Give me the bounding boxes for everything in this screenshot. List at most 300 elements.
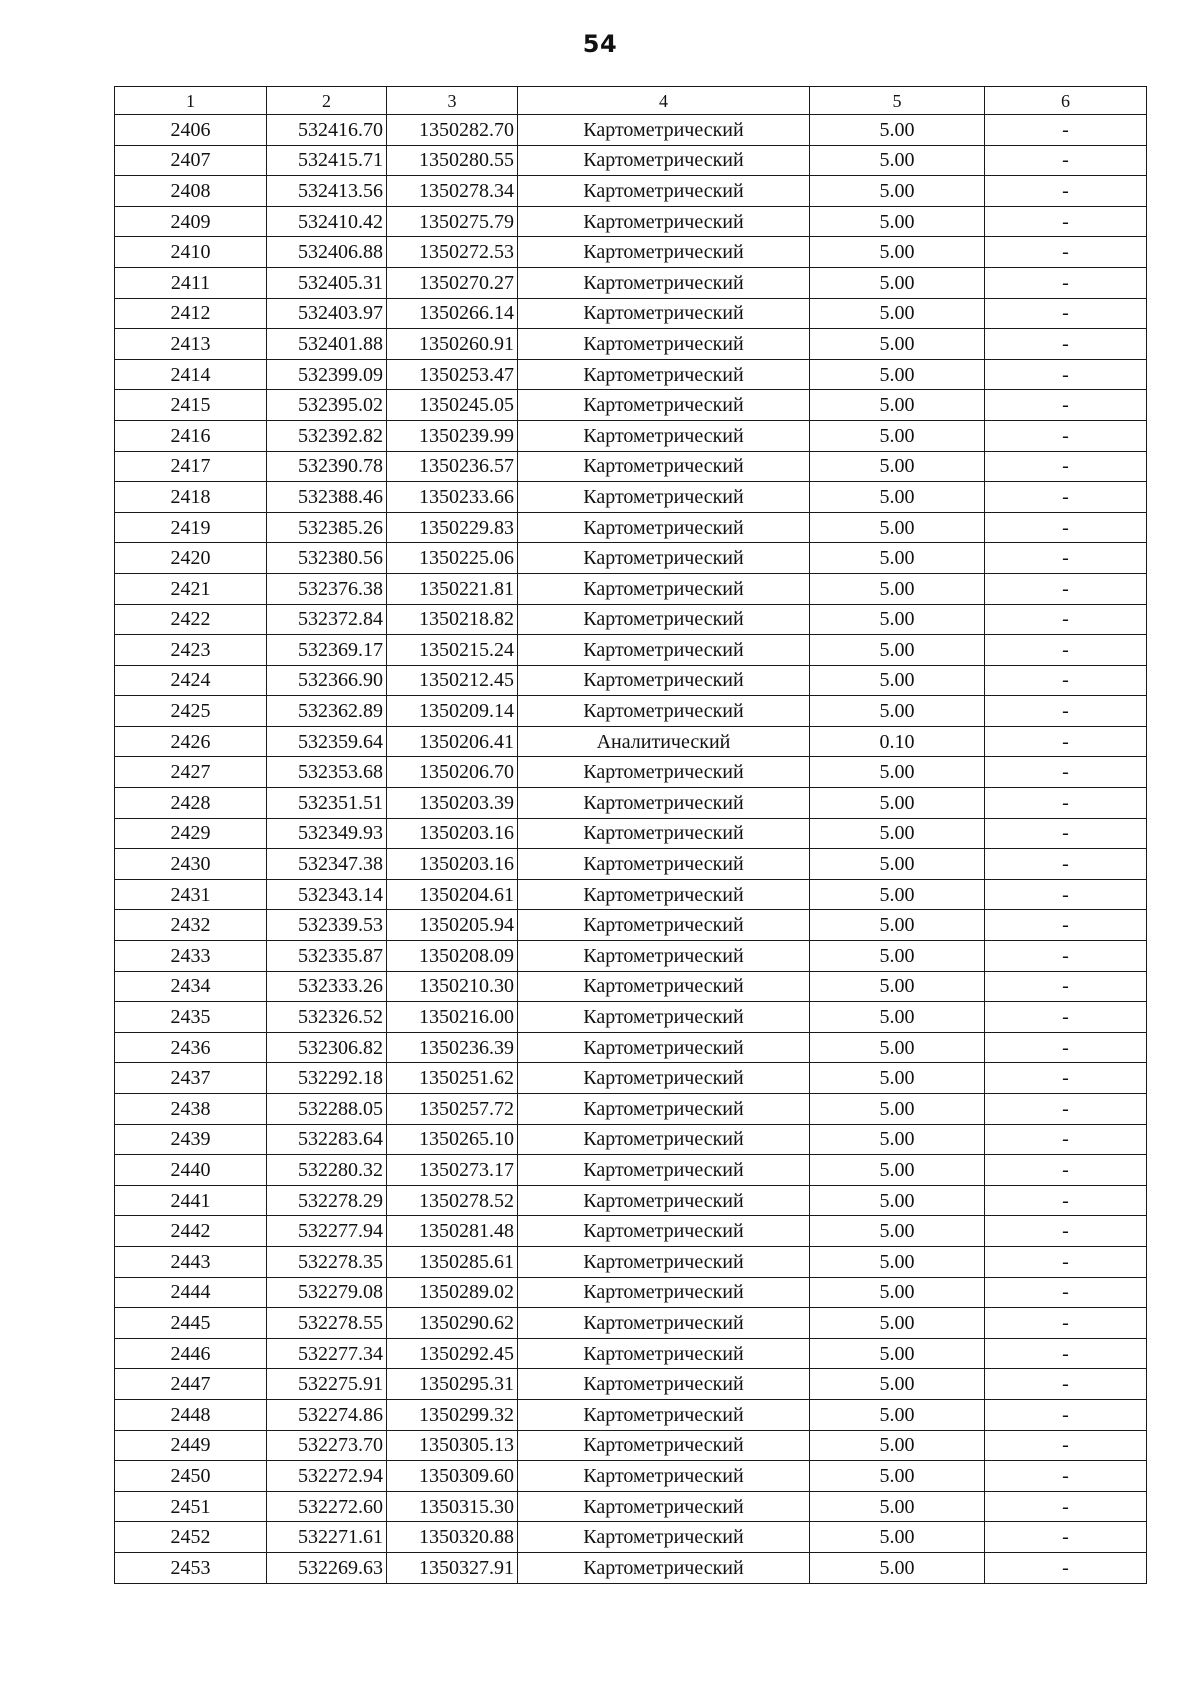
method-cell: Картометрический — [518, 696, 810, 727]
description-cell: - — [985, 1155, 1147, 1186]
table-row — [115, 390, 1147, 421]
description-cell: - — [985, 267, 1147, 298]
point-number-cell: 2408 — [115, 176, 267, 207]
point-number-cell: 2412 — [115, 298, 267, 329]
accuracy-cell: 5.00 — [810, 1461, 985, 1492]
table-row — [115, 910, 1147, 941]
table-row — [115, 1002, 1147, 1033]
method-cell: Картометрический — [518, 604, 810, 635]
accuracy-cell: 5.00 — [810, 941, 985, 972]
method-cell: Картометрический — [518, 267, 810, 298]
table-row — [115, 573, 1147, 604]
method-cell: Картометрический — [518, 879, 810, 910]
accuracy-cell: 5.00 — [810, 573, 985, 604]
point-number-cell: 2410 — [115, 237, 267, 268]
table-row — [115, 971, 1147, 1002]
header-cell-4: 4 — [518, 87, 810, 115]
method-cell: Картометрический — [518, 941, 810, 972]
point-number-cell: 2420 — [115, 543, 267, 574]
y-coordinate-cell: 1350218.82 — [387, 604, 518, 635]
table-row — [115, 696, 1147, 727]
accuracy-cell: 5.00 — [810, 1399, 985, 1430]
x-coordinate-cell: 532359.64 — [267, 726, 387, 757]
x-coordinate-cell: 532269.63 — [267, 1552, 387, 1583]
x-coordinate-cell: 532343.14 — [267, 879, 387, 910]
x-coordinate-cell: 532415.71 — [267, 145, 387, 176]
description-cell: - — [985, 849, 1147, 880]
page-number: 54 — [582, 30, 618, 58]
y-coordinate-cell: 1350215.24 — [387, 635, 518, 666]
point-number-cell: 2440 — [115, 1155, 267, 1186]
description-cell: - — [985, 482, 1147, 513]
accuracy-cell: 5.00 — [810, 818, 985, 849]
method-cell: Картометрический — [518, 1369, 810, 1400]
y-coordinate-cell: 1350320.88 — [387, 1522, 518, 1553]
method-cell: Картометрический — [518, 451, 810, 482]
point-number-cell: 2415 — [115, 390, 267, 421]
header-cell-3: 3 — [387, 87, 518, 115]
table-row — [115, 879, 1147, 910]
description-cell: - — [985, 1216, 1147, 1247]
method-cell: Картометрический — [518, 665, 810, 696]
description-cell: - — [985, 237, 1147, 268]
accuracy-cell: 5.00 — [810, 482, 985, 513]
y-coordinate-cell: 1350285.61 — [387, 1246, 518, 1277]
x-coordinate-cell: 532275.91 — [267, 1369, 387, 1400]
x-coordinate-cell: 532273.70 — [267, 1430, 387, 1461]
description-cell: - — [985, 390, 1147, 421]
accuracy-cell: 5.00 — [810, 1185, 985, 1216]
x-coordinate-cell: 532277.34 — [267, 1338, 387, 1369]
method-cell: Картометрический — [518, 1491, 810, 1522]
table-row — [115, 329, 1147, 360]
x-coordinate-cell: 532280.32 — [267, 1155, 387, 1186]
x-coordinate-cell: 532369.17 — [267, 635, 387, 666]
accuracy-cell: 0.10 — [810, 726, 985, 757]
point-number-cell: 2437 — [115, 1063, 267, 1094]
y-coordinate-cell: 1350289.02 — [387, 1277, 518, 1308]
method-cell: Картометрический — [518, 1094, 810, 1125]
point-number-cell: 2421 — [115, 573, 267, 604]
accuracy-cell: 5.00 — [810, 1246, 985, 1277]
y-coordinate-cell: 1350233.66 — [387, 482, 518, 513]
method-cell: Картометрический — [518, 1063, 810, 1094]
point-number-cell: 2446 — [115, 1338, 267, 1369]
accuracy-cell: 5.00 — [810, 1002, 985, 1033]
accuracy-cell: 5.00 — [810, 1063, 985, 1094]
table-row — [115, 1552, 1147, 1583]
point-number-cell: 2413 — [115, 329, 267, 360]
description-cell: - — [985, 818, 1147, 849]
description-cell: - — [985, 145, 1147, 176]
point-number-cell: 2448 — [115, 1399, 267, 1430]
point-number-cell: 2433 — [115, 941, 267, 972]
x-coordinate-cell: 532351.51 — [267, 788, 387, 819]
y-coordinate-cell: 1350239.99 — [387, 420, 518, 451]
point-number-cell: 2451 — [115, 1491, 267, 1522]
table-row — [115, 1338, 1147, 1369]
header-cell-6: 6 — [985, 87, 1147, 115]
accuracy-cell: 5.00 — [810, 1552, 985, 1583]
point-number-cell: 2406 — [115, 115, 267, 146]
description-cell: - — [985, 176, 1147, 207]
x-coordinate-cell: 532306.82 — [267, 1032, 387, 1063]
y-coordinate-cell: 1350203.16 — [387, 849, 518, 880]
table-row — [115, 1491, 1147, 1522]
table-row — [115, 1246, 1147, 1277]
description-cell: - — [985, 604, 1147, 635]
x-coordinate-cell: 532335.87 — [267, 941, 387, 972]
table-row — [115, 788, 1147, 819]
y-coordinate-cell: 1350209.14 — [387, 696, 518, 727]
table-row — [115, 1369, 1147, 1400]
description-cell: - — [985, 635, 1147, 666]
method-cell: Картометрический — [518, 818, 810, 849]
method-cell: Картометрический — [518, 573, 810, 604]
point-number-cell: 2447 — [115, 1369, 267, 1400]
y-coordinate-cell: 1350272.53 — [387, 237, 518, 268]
coordinates-table-container — [114, 86, 1146, 1584]
y-coordinate-cell: 1350295.31 — [387, 1369, 518, 1400]
x-coordinate-cell: 532372.84 — [267, 604, 387, 635]
x-coordinate-cell: 532380.56 — [267, 543, 387, 574]
description-cell: - — [985, 1552, 1147, 1583]
table-row — [115, 206, 1147, 237]
description-cell: - — [985, 420, 1147, 451]
y-coordinate-cell: 1350282.70 — [387, 115, 518, 146]
description-cell: - — [985, 359, 1147, 390]
method-cell: Картометрический — [518, 849, 810, 880]
y-coordinate-cell: 1350290.62 — [387, 1308, 518, 1339]
accuracy-cell: 5.00 — [810, 237, 985, 268]
point-number-cell: 2425 — [115, 696, 267, 727]
accuracy-cell: 5.00 — [810, 420, 985, 451]
accuracy-cell: 5.00 — [810, 757, 985, 788]
accuracy-cell: 5.00 — [810, 329, 985, 360]
accuracy-cell: 5.00 — [810, 145, 985, 176]
accuracy-cell: 5.00 — [810, 910, 985, 941]
description-cell: - — [985, 1032, 1147, 1063]
description-cell: - — [985, 512, 1147, 543]
x-coordinate-cell: 532339.53 — [267, 910, 387, 941]
method-cell: Картометрический — [518, 420, 810, 451]
y-coordinate-cell: 1350257.72 — [387, 1094, 518, 1125]
method-cell: Картометрический — [518, 482, 810, 513]
table-row — [115, 604, 1147, 635]
point-number-cell: 2431 — [115, 879, 267, 910]
accuracy-cell: 5.00 — [810, 849, 985, 880]
y-coordinate-cell: 1350260.91 — [387, 329, 518, 360]
point-number-cell: 2443 — [115, 1246, 267, 1277]
x-coordinate-cell: 532272.60 — [267, 1491, 387, 1522]
x-coordinate-cell: 532277.94 — [267, 1216, 387, 1247]
y-coordinate-cell: 1350203.39 — [387, 788, 518, 819]
x-coordinate-cell: 532353.68 — [267, 757, 387, 788]
x-coordinate-cell: 532362.89 — [267, 696, 387, 727]
y-coordinate-cell: 1350205.94 — [387, 910, 518, 941]
description-cell: - — [985, 1002, 1147, 1033]
description-cell: - — [985, 971, 1147, 1002]
y-coordinate-cell: 1350280.55 — [387, 145, 518, 176]
method-cell: Картометрический — [518, 390, 810, 421]
x-coordinate-cell: 532405.31 — [267, 267, 387, 298]
y-coordinate-cell: 1350203.16 — [387, 818, 518, 849]
accuracy-cell: 5.00 — [810, 298, 985, 329]
y-coordinate-cell: 1350275.79 — [387, 206, 518, 237]
point-number-cell: 2428 — [115, 788, 267, 819]
method-cell: Картометрический — [518, 1246, 810, 1277]
y-coordinate-cell: 1350206.41 — [387, 726, 518, 757]
accuracy-cell: 5.00 — [810, 665, 985, 696]
accuracy-cell: 5.00 — [810, 1430, 985, 1461]
y-coordinate-cell: 1350315.30 — [387, 1491, 518, 1522]
description-cell: - — [985, 1246, 1147, 1277]
table-header-row — [115, 87, 1147, 115]
table-row — [115, 1155, 1147, 1186]
method-cell: Картометрический — [518, 910, 810, 941]
y-coordinate-cell: 1350309.60 — [387, 1461, 518, 1492]
table-row — [115, 145, 1147, 176]
y-coordinate-cell: 1350265.10 — [387, 1124, 518, 1155]
method-cell: Картометрический — [518, 1124, 810, 1155]
description-cell: - — [985, 1277, 1147, 1308]
accuracy-cell: 5.00 — [810, 543, 985, 574]
point-number-cell: 2441 — [115, 1185, 267, 1216]
x-coordinate-cell: 532406.88 — [267, 237, 387, 268]
x-coordinate-cell: 532388.46 — [267, 482, 387, 513]
y-coordinate-cell: 1350216.00 — [387, 1002, 518, 1033]
description-cell: - — [985, 115, 1147, 146]
table-row — [115, 1308, 1147, 1339]
accuracy-cell: 5.00 — [810, 1124, 985, 1155]
table-row — [115, 665, 1147, 696]
method-cell: Картометрический — [518, 971, 810, 1002]
method-cell: Картометрический — [518, 1552, 810, 1583]
description-cell: - — [985, 1461, 1147, 1492]
method-cell: Картометрический — [518, 1032, 810, 1063]
description-cell: - — [985, 1491, 1147, 1522]
x-coordinate-cell: 532271.61 — [267, 1522, 387, 1553]
y-coordinate-cell: 1350327.91 — [387, 1552, 518, 1583]
method-cell: Картометрический — [518, 1430, 810, 1461]
method-cell: Картометрический — [518, 206, 810, 237]
x-coordinate-cell: 532416.70 — [267, 115, 387, 146]
point-number-cell: 2445 — [115, 1308, 267, 1339]
method-cell: Картометрический — [518, 1399, 810, 1430]
accuracy-cell: 5.00 — [810, 1155, 985, 1186]
point-number-cell: 2434 — [115, 971, 267, 1002]
accuracy-cell: 5.00 — [810, 1522, 985, 1553]
description-cell: - — [985, 1522, 1147, 1553]
point-number-cell: 2438 — [115, 1094, 267, 1125]
x-coordinate-cell: 532278.35 — [267, 1246, 387, 1277]
point-number-cell: 2450 — [115, 1461, 267, 1492]
point-number-cell: 2417 — [115, 451, 267, 482]
point-number-cell: 2436 — [115, 1032, 267, 1063]
method-cell: Картометрический — [518, 1277, 810, 1308]
x-coordinate-cell: 532366.90 — [267, 665, 387, 696]
accuracy-cell: 5.00 — [810, 206, 985, 237]
x-coordinate-cell: 532410.42 — [267, 206, 387, 237]
table-row — [115, 267, 1147, 298]
description-cell: - — [985, 941, 1147, 972]
y-coordinate-cell: 1350229.83 — [387, 512, 518, 543]
method-cell: Картометрический — [518, 757, 810, 788]
method-cell: Картометрический — [518, 1461, 810, 1492]
y-coordinate-cell: 1350292.45 — [387, 1338, 518, 1369]
table-row — [115, 298, 1147, 329]
method-cell: Картометрический — [518, 1155, 810, 1186]
y-coordinate-cell: 1350206.70 — [387, 757, 518, 788]
point-number-cell: 2452 — [115, 1522, 267, 1553]
accuracy-cell: 5.00 — [810, 696, 985, 727]
table-row — [115, 237, 1147, 268]
method-cell: Картометрический — [518, 788, 810, 819]
description-cell: - — [985, 726, 1147, 757]
method-cell: Картометрический — [518, 1308, 810, 1339]
accuracy-cell: 5.00 — [810, 390, 985, 421]
table-row — [115, 176, 1147, 207]
accuracy-cell: 5.00 — [810, 1338, 985, 1369]
x-coordinate-cell: 532278.29 — [267, 1185, 387, 1216]
x-coordinate-cell: 532392.82 — [267, 420, 387, 451]
method-cell: Картометрический — [518, 115, 810, 146]
accuracy-cell: 5.00 — [810, 512, 985, 543]
table-row — [115, 482, 1147, 513]
table-row — [115, 359, 1147, 390]
x-coordinate-cell: 532399.09 — [267, 359, 387, 390]
accuracy-cell: 5.00 — [810, 1094, 985, 1125]
accuracy-cell: 5.00 — [810, 1369, 985, 1400]
table-row — [115, 1522, 1147, 1553]
x-coordinate-cell: 532326.52 — [267, 1002, 387, 1033]
accuracy-cell: 5.00 — [810, 451, 985, 482]
description-cell: - — [985, 206, 1147, 237]
accuracy-cell: 5.00 — [810, 176, 985, 207]
accuracy-cell: 5.00 — [810, 971, 985, 1002]
header-cell-5: 5 — [810, 87, 985, 115]
method-cell: Картометрический — [518, 359, 810, 390]
description-cell: - — [985, 1063, 1147, 1094]
x-coordinate-cell: 532283.64 — [267, 1124, 387, 1155]
point-number-cell: 2414 — [115, 359, 267, 390]
description-cell: - — [985, 573, 1147, 604]
method-cell: Картометрический — [518, 1216, 810, 1247]
description-cell: - — [985, 1185, 1147, 1216]
table-row — [115, 115, 1147, 146]
description-cell: - — [985, 910, 1147, 941]
description-cell: - — [985, 1338, 1147, 1369]
method-cell: Картометрический — [518, 237, 810, 268]
point-number-cell: 2449 — [115, 1430, 267, 1461]
header-cell-2: 2 — [267, 87, 387, 115]
accuracy-cell: 5.00 — [810, 267, 985, 298]
y-coordinate-cell: 1350251.62 — [387, 1063, 518, 1094]
point-number-cell: 2407 — [115, 145, 267, 176]
y-coordinate-cell: 1350212.45 — [387, 665, 518, 696]
table-row — [115, 1094, 1147, 1125]
method-cell: Картометрический — [518, 543, 810, 574]
x-coordinate-cell: 532385.26 — [267, 512, 387, 543]
point-number-cell: 2430 — [115, 849, 267, 880]
y-coordinate-cell: 1350236.39 — [387, 1032, 518, 1063]
table-row — [115, 543, 1147, 574]
x-coordinate-cell: 532347.38 — [267, 849, 387, 880]
point-number-cell: 2426 — [115, 726, 267, 757]
point-number-cell: 2442 — [115, 1216, 267, 1247]
table-header — [115, 87, 1147, 115]
point-number-cell: 2429 — [115, 818, 267, 849]
description-cell: - — [985, 451, 1147, 482]
point-number-cell: 2418 — [115, 482, 267, 513]
description-cell: - — [985, 298, 1147, 329]
accuracy-cell: 5.00 — [810, 115, 985, 146]
x-coordinate-cell: 532333.26 — [267, 971, 387, 1002]
table-row — [115, 451, 1147, 482]
coordinates-table — [114, 86, 1147, 1584]
description-cell: - — [985, 1124, 1147, 1155]
x-coordinate-cell: 532395.02 — [267, 390, 387, 421]
x-coordinate-cell: 532278.55 — [267, 1308, 387, 1339]
table-row — [115, 1185, 1147, 1216]
y-coordinate-cell: 1350253.47 — [387, 359, 518, 390]
point-number-cell: 2419 — [115, 512, 267, 543]
accuracy-cell: 5.00 — [810, 359, 985, 390]
x-coordinate-cell: 532288.05 — [267, 1094, 387, 1125]
x-coordinate-cell: 532274.86 — [267, 1399, 387, 1430]
description-cell: - — [985, 1369, 1147, 1400]
method-cell: Аналитический — [518, 726, 810, 757]
table-row — [115, 726, 1147, 757]
y-coordinate-cell: 1350204.61 — [387, 879, 518, 910]
x-coordinate-cell: 532349.93 — [267, 818, 387, 849]
x-coordinate-cell: 532413.56 — [267, 176, 387, 207]
header-cell-1: 1 — [115, 87, 267, 115]
table-row — [115, 757, 1147, 788]
point-number-cell: 2424 — [115, 665, 267, 696]
method-cell: Картометрический — [518, 298, 810, 329]
point-number-cell: 2453 — [115, 1552, 267, 1583]
point-number-cell: 2423 — [115, 635, 267, 666]
table-row — [115, 941, 1147, 972]
description-cell: - — [985, 543, 1147, 574]
table-row — [115, 1399, 1147, 1430]
accuracy-cell: 5.00 — [810, 1277, 985, 1308]
y-coordinate-cell: 1350278.34 — [387, 176, 518, 207]
y-coordinate-cell: 1350270.27 — [387, 267, 518, 298]
point-number-cell: 2422 — [115, 604, 267, 635]
table-row — [115, 1063, 1147, 1094]
table-body — [115, 115, 1147, 1584]
description-cell: - — [985, 757, 1147, 788]
accuracy-cell: 5.00 — [810, 604, 985, 635]
table-row — [115, 1124, 1147, 1155]
method-cell: Картометрический — [518, 635, 810, 666]
y-coordinate-cell: 1350210.30 — [387, 971, 518, 1002]
x-coordinate-cell: 532292.18 — [267, 1063, 387, 1094]
y-coordinate-cell: 1350225.06 — [387, 543, 518, 574]
point-number-cell: 2409 — [115, 206, 267, 237]
accuracy-cell: 5.00 — [810, 879, 985, 910]
table-row — [115, 849, 1147, 880]
y-coordinate-cell: 1350278.52 — [387, 1185, 518, 1216]
method-cell: Картометрический — [518, 1338, 810, 1369]
accuracy-cell: 5.00 — [810, 1032, 985, 1063]
method-cell: Картометрический — [518, 176, 810, 207]
y-coordinate-cell: 1350245.05 — [387, 390, 518, 421]
y-coordinate-cell: 1350266.14 — [387, 298, 518, 329]
y-coordinate-cell: 1350221.81 — [387, 573, 518, 604]
